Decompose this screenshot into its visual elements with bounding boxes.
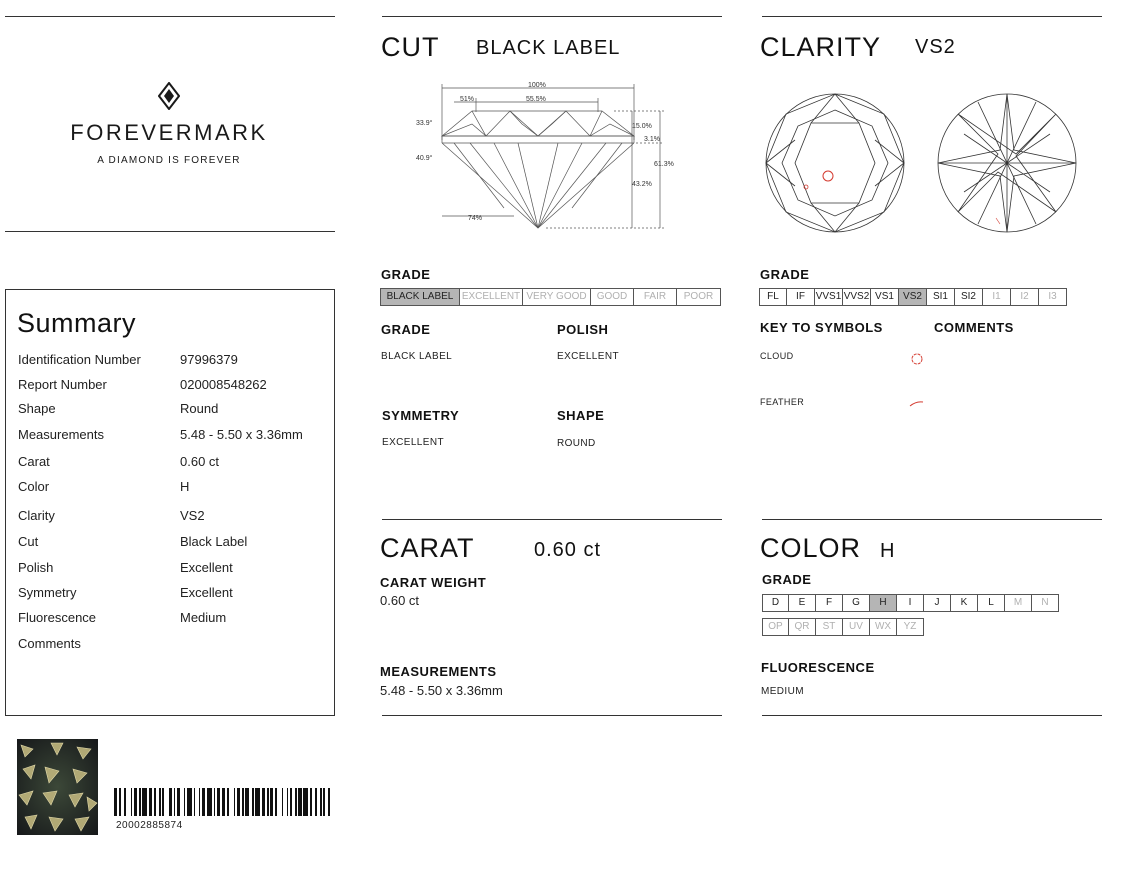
color-grade-scale-row1 <box>762 594 1059 612</box>
summary-row-value: Round <box>180 401 219 416</box>
clarity-grade-scale <box>759 288 1067 306</box>
polish-value: EXCELLENT <box>557 351 619 362</box>
cut-top-rule <box>382 16 722 17</box>
grade-cell: H <box>870 594 897 612</box>
carat-weight-label: CARAT WEIGHT <box>380 575 487 590</box>
color-bottom-rule <box>762 715 1102 716</box>
symmetry-label: SYMMETRY <box>382 408 460 423</box>
summary-title: Summary <box>17 308 137 338</box>
grade-cell: SI2 <box>955 288 983 306</box>
diagram-label-crown-angle: 33.9° <box>416 120 433 127</box>
barcode <box>114 788 336 816</box>
top-left-rule <box>5 16 335 17</box>
clarity-plot-bottom-view <box>934 90 1080 236</box>
grade-cell: OP <box>762 618 789 636</box>
carat-weight-value: 0.60 ct <box>380 593 420 608</box>
grade-cell: FL <box>759 288 787 306</box>
summary-panel <box>5 289 335 716</box>
grade-cell: I <box>897 594 924 612</box>
summary-row-label: Carat <box>18 454 50 469</box>
grade-cell: E <box>789 594 816 612</box>
summary-row-label: Cut <box>18 534 39 549</box>
carat-top-rule <box>382 519 722 520</box>
grade-cell: YZ <box>897 618 924 636</box>
symbol-feather-label: FEATHER <box>760 397 805 407</box>
cut-title: CUT <box>381 32 440 62</box>
grade-cell: L <box>978 594 1005 612</box>
summary-row-label: Identification Number <box>18 352 141 367</box>
cut-proportions-diagram <box>414 80 684 230</box>
grade-cell: WX <box>870 618 897 636</box>
summary-row-label: Color <box>18 479 50 494</box>
clarity-top-rule <box>762 16 1102 17</box>
grade-cell: QR <box>789 618 816 636</box>
grade-cell: F <box>816 594 843 612</box>
clarity-grade-value: VS2 <box>915 36 956 58</box>
summary-row-value: 0.60 ct <box>180 454 220 469</box>
summary-row-label: Polish <box>18 560 54 575</box>
grade-cell: VS2 <box>899 288 927 306</box>
color-grade-value: H <box>880 540 896 562</box>
summary-row-value: VS2 <box>180 508 205 523</box>
grade-cell: G <box>843 594 870 612</box>
cut-grade-label: GRADE <box>381 267 431 282</box>
grade-cell: GOOD <box>591 288 634 306</box>
diagram-label-crown-height: 15.0% <box>632 123 652 130</box>
cut-grade2-label: GRADE <box>381 322 431 337</box>
summary-row-label: Comments <box>18 636 81 651</box>
summary-row-value: Excellent <box>180 585 233 600</box>
measurements-label: MEASUREMENTS <box>380 664 497 679</box>
summary-row-label: Shape <box>18 401 56 416</box>
barcode-bar <box>330 788 335 816</box>
grade-cell: IF <box>787 288 815 306</box>
clarity-plot-top-view <box>762 90 908 236</box>
diagram-label-table: 55.5% <box>526 96 546 103</box>
fluorescence-value: MEDIUM <box>761 686 804 697</box>
logo-bottom-rule <box>5 231 335 232</box>
grade-cell: D <box>762 594 789 612</box>
feather-symbol-icon <box>908 398 926 408</box>
color-top-rule <box>762 519 1102 520</box>
forevermark-diamond-icon <box>158 82 180 110</box>
summary-row-label: Clarity <box>18 508 55 523</box>
summary-row-value: Medium <box>180 610 227 625</box>
carat-bottom-rule <box>382 715 722 716</box>
grade-cell: I1 <box>983 288 1011 306</box>
grade-cell: M <box>1005 594 1032 612</box>
grade-cell: I2 <box>1011 288 1039 306</box>
barcode-number: 20002885874 <box>116 820 183 831</box>
summary-row-label: Measurements <box>18 427 104 442</box>
carat-value: 0.60 ct <box>534 539 602 561</box>
carat-title: CARAT <box>380 533 475 563</box>
color-title: COLOR <box>760 533 862 563</box>
diagram-label-100: 100% <box>528 82 546 89</box>
summary-row-value: 97996379 <box>180 352 238 367</box>
cloud-symbol-icon <box>910 352 924 366</box>
grade-cell: N <box>1032 594 1059 612</box>
shape-label: SHAPE <box>557 408 605 423</box>
grade-cell: J <box>924 594 951 612</box>
summary-row-value: Excellent <box>180 560 233 575</box>
grade-cell: VS1 <box>871 288 899 306</box>
clarity-title: CLARITY <box>760 32 882 62</box>
grade-cell: VERY GOOD <box>523 288 591 306</box>
summary-row-value: Black Label <box>180 534 248 549</box>
measurements-value: 5.48 - 5.50 x 3.36mm <box>380 683 503 698</box>
grade-cell: BLACK LABEL <box>380 288 460 306</box>
clarity-grade-label: GRADE <box>760 267 810 282</box>
brand-tagline: A DIAMOND IS FOREVER <box>97 155 241 166</box>
diamond-photo <box>17 739 98 835</box>
grade-cell: VVS2 <box>843 288 871 306</box>
grade-cell: POOR <box>677 288 721 306</box>
summary-row-label: Report Number <box>18 377 107 392</box>
grade-cell: FAIR <box>634 288 677 306</box>
grade-cell: ST <box>816 618 843 636</box>
grade-cell: SI1 <box>927 288 955 306</box>
shape-value: ROUND <box>557 438 596 449</box>
diagram-label-lower-half: 74% <box>468 215 483 222</box>
symmetry-value: EXCELLENT <box>382 437 444 448</box>
key-to-symbols-label: KEY TO SYMBOLS <box>760 320 883 335</box>
polish-label: POLISH <box>557 322 609 337</box>
brand-logo-text: FOREVERMARK <box>70 120 268 145</box>
diagram-label-girdle: 3.1% <box>644 136 660 143</box>
diagram-label-girdle-left: 51% <box>460 96 475 103</box>
diagram-label-pavilion-angle: 40.9° <box>416 155 433 162</box>
summary-row-label: Fluorescence <box>18 610 97 625</box>
summary-row-value: 5.48 - 5.50 x 3.36mm <box>180 427 303 442</box>
cut-grade-scale <box>380 288 721 306</box>
summary-row-value: 020008548262 <box>180 377 267 392</box>
color-grade-label: GRADE <box>762 572 812 587</box>
grade-cell: UV <box>843 618 870 636</box>
cut-grade2-value: BLACK LABEL <box>381 351 453 362</box>
grade-cell: I3 <box>1039 288 1067 306</box>
symbol-cloud-label: CLOUD <box>760 351 794 361</box>
summary-row-value: H <box>180 479 190 494</box>
grade-cell: K <box>951 594 978 612</box>
diagram-label-total-depth: 61.3% <box>654 161 674 168</box>
grade-cell: VVS1 <box>815 288 843 306</box>
comments-label: COMMENTS <box>934 320 1014 335</box>
grade-cell: EXCELLENT <box>460 288 523 306</box>
summary-row-label: Symmetry <box>18 585 77 600</box>
fluorescence-label: FLUORESCENCE <box>761 660 875 675</box>
diagram-label-pavilion-depth: 43.2% <box>632 181 652 188</box>
color-grade-scale-row2 <box>762 618 924 636</box>
cut-grade-value: BLACK LABEL <box>476 37 621 59</box>
